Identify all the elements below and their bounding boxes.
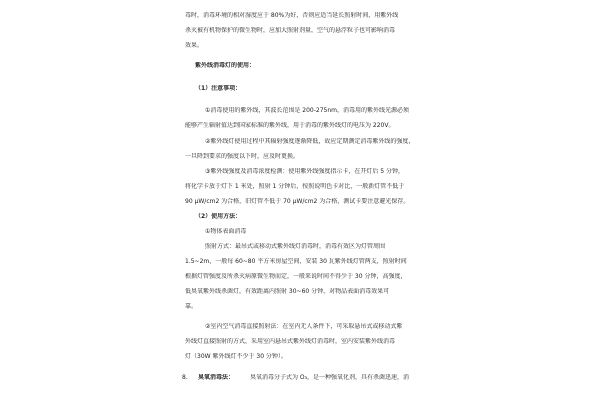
body-line: ②室内空气消毒直接照射法：在室内无人条件下，可采取悬吊式或移动式紫 bbox=[205, 323, 403, 330]
body-line: ③紫外线强度及消毒浓度检测：使用紫外线强度指示卡，在开灯后 5 分钟， bbox=[205, 168, 405, 175]
body-line: ①消毒使用的紫外线，其波长范围是 200-275nm，消毒用的紫外线光源必须 bbox=[205, 107, 410, 114]
body-line: 一旦降到要求的强度以下时，应及时更换。 bbox=[185, 153, 300, 160]
body-line: 臭氧消毒分子式为 O₃，是一种强氧化剂，具有杀菌迅速，消 bbox=[250, 374, 410, 381]
body-line: 能够产生辐射值达到国家标准的紫外线，用于消毒的紫外线灯的电压为 220V。 bbox=[185, 122, 395, 129]
body-line: 杀灭被有机物保护的微生物时，应加大照射剂量，空气的悬浮粒子也可影响消毒 bbox=[185, 27, 396, 34]
section-heading: 臭氧消毒法： bbox=[198, 374, 235, 381]
body-line: 效果。 bbox=[185, 42, 204, 49]
body-line: 照射方式：最吊式或移动式紫外线灯消毒时，消毒有效区为灯管周围 bbox=[205, 243, 386, 250]
body-line: 毒时，消毒环境的相对湿度应于 80%为好，否则应适当延长照射时间，用紫外线 bbox=[185, 12, 399, 19]
body-line: ②紫外线灯使用过程中其辐射强度逐渐降低，故应定期测定消毒紫外线的强度， bbox=[205, 138, 415, 145]
body-line: 低臭氧紫外线杀菌灯，有效距离内照射 30~60 分钟，对物品表面消毒效果可 bbox=[185, 288, 390, 295]
body-line: ①物体表面消毒 bbox=[205, 228, 247, 235]
section-heading: 紫外线消毒灯的使用： bbox=[195, 62, 256, 69]
body-line: 外线灯直接照射的方式，采用室内悬吊式紫外线灯消毒时，室内安装紫外线消毒 bbox=[185, 338, 396, 345]
subsection-heading: （1）注意事项： bbox=[195, 85, 242, 92]
body-line: 1.5~2m，一般每 60~80 平方米房屋空间，安装 30 瓦紫外线灯管两支，照射时间 bbox=[185, 258, 407, 265]
body-line: 90 μW/cm2 为合格，旧灯管不低于 70 μW/cm2 为合格，测试卡要注意避光保存。 bbox=[185, 198, 410, 205]
item-number: 8. bbox=[182, 374, 188, 381]
body-line: 根据灯管强度及所杀灭病原微生物而定，一般来说时间不得少于 30 分钟，高强度， bbox=[185, 273, 407, 280]
body-line: 灯（30W 紫外线灯不少于 30 分钟）。 bbox=[185, 353, 287, 360]
subsection-heading: （2）使用方法： bbox=[195, 213, 242, 220]
body-line: 靠。 bbox=[185, 303, 198, 310]
body-line: 将化学卡放于灯下 1 米处，照射 1 分钟后，按照说明色卡对比，一般新灯管不低于 bbox=[185, 183, 405, 190]
